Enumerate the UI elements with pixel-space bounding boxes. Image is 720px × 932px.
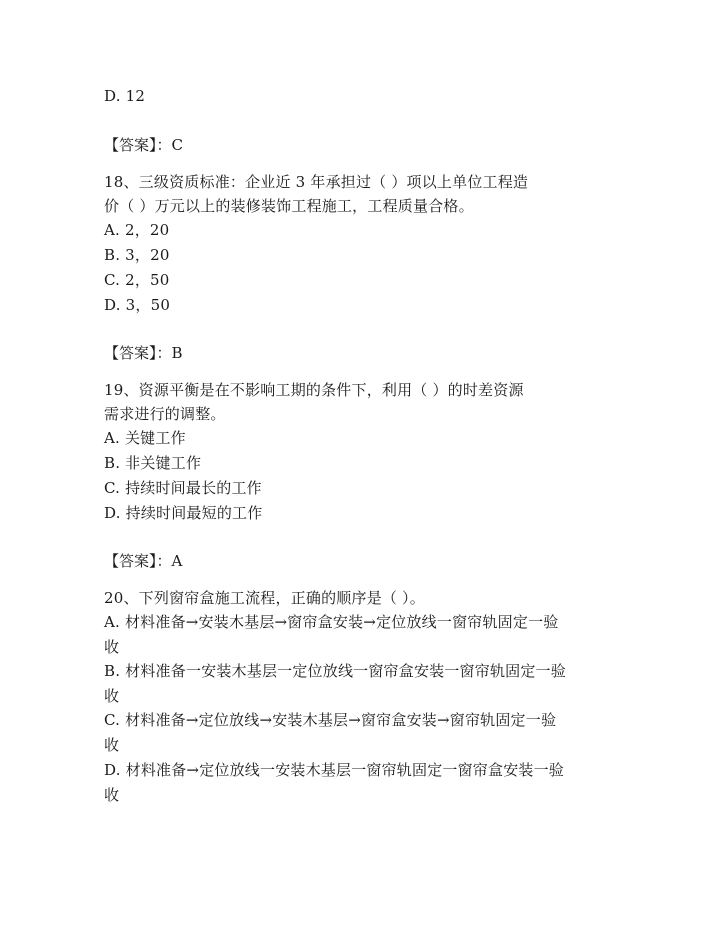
q20-option-a-line1: A. 材料准备→安装木基层→窗帘盒安装→定位放线一窗帘轨固定一验 xyxy=(104,613,559,631)
prev-answer: 【答案】：C xyxy=(104,136,183,154)
q19-option-d: D. 持续时间最短的工作 xyxy=(104,504,263,522)
q19-text-line1: 19、资源平衡是在不影响工期的条件下，利用（ ）的时差资源 xyxy=(104,381,524,399)
q20-option-b-line1: B. 材料准备一安装木基层一定位放线一窗帘盒安装一窗帘轨固定一验 xyxy=(104,662,566,680)
q20-option-c-line2: 收 xyxy=(104,736,120,754)
q20-option-d-line2: 收 xyxy=(104,786,120,804)
q18-answer: 【答案】：B xyxy=(104,344,183,362)
q18-option-a: A. 2，20 xyxy=(104,221,170,239)
q19-option-a: A. 关键工作 xyxy=(104,429,186,447)
q20-text-line1: 20、下列窗帘盒施工流程，正确的顺序是（ ）。 xyxy=(104,589,425,607)
q18-option-b: B. 3，20 xyxy=(104,246,170,264)
q20-option-a-line2: 收 xyxy=(104,638,120,656)
q18-option-c: C. 2，50 xyxy=(104,271,170,289)
q19-text-line2: 需求进行的调整。 xyxy=(104,405,226,423)
q18-text-line2: 价（ ）万元以上的装修装饰工程施工，工程质量合格。 xyxy=(104,197,474,215)
q18-text-line1: 18、三级资质标准：企业近 3 年承担过（ ）项以上单位工程造 xyxy=(104,173,529,191)
prev-option-d: D. 12 xyxy=(104,87,146,105)
q20-option-b-line2: 收 xyxy=(104,687,120,705)
q19-option-c: C. 持续时间最长的工作 xyxy=(104,479,262,497)
q19-option-b: B. 非关键工作 xyxy=(104,454,202,472)
q18-option-d: D. 3，50 xyxy=(104,296,171,314)
q20-option-d-line1: D. 材料准备→定位放线一安装木基层一窗帘轨固定一窗帘盒安装一验 xyxy=(104,761,564,779)
q20-option-c-line1: C. 材料准备→定位放线→安装木基层→窗帘盒安装→窗帘轨固定一验 xyxy=(104,711,557,729)
q19-answer: 【答案】：A xyxy=(104,552,183,570)
